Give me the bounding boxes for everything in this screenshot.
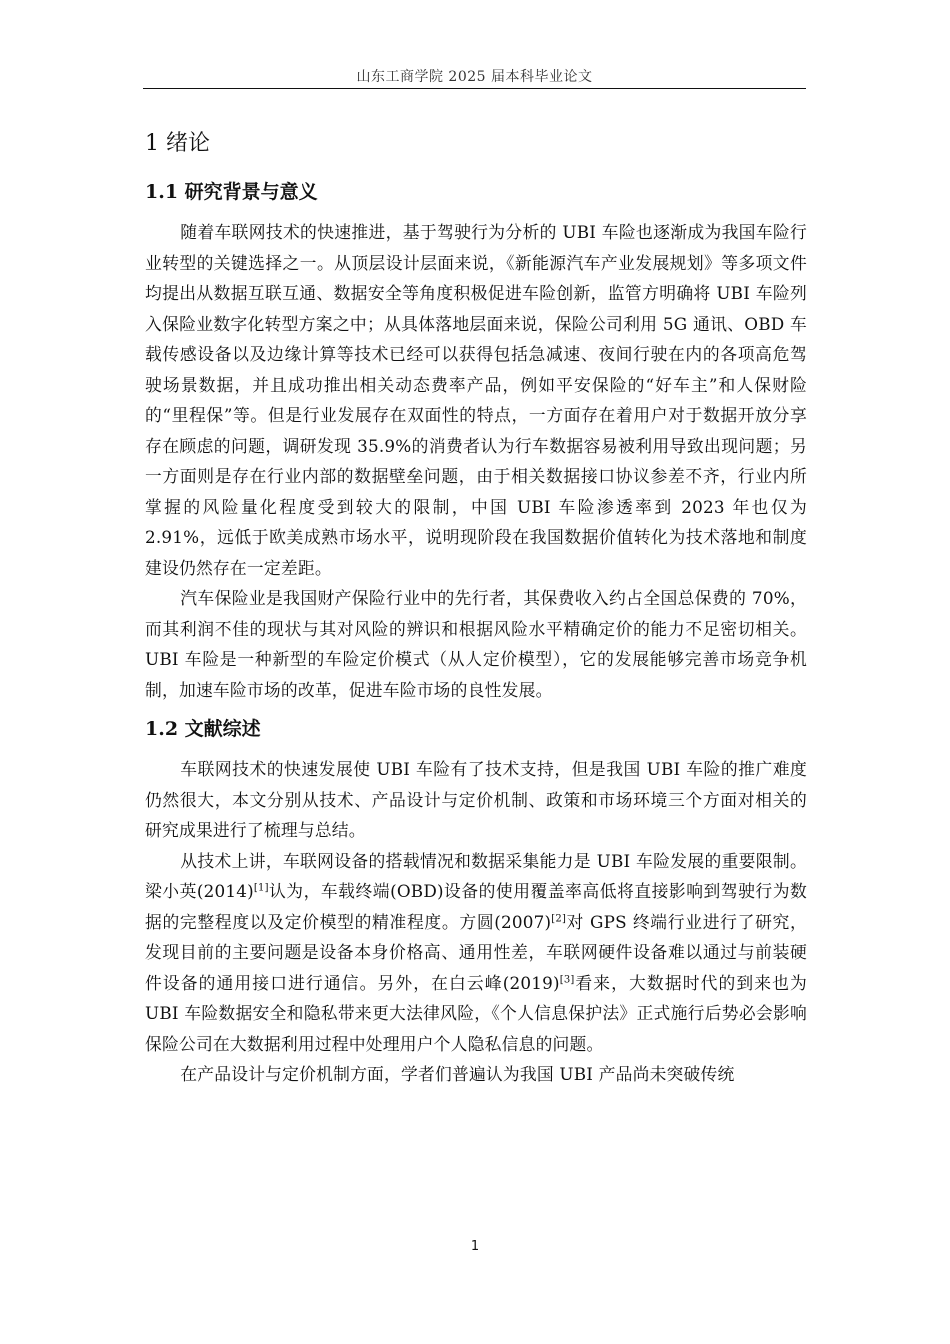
citation-ref: [3] <box>559 973 575 985</box>
paragraph: 随着车联网技术的快速推进，基于驾驶行为分析的 UBI 车险也逐渐成为我国车险行业转型的关键选择之一。从顶层设计层面来说，《新能源汽车产业发展规划》等多项文件均提出从数据互联互通、数据安全等角度积极促进车险创新，监管方明确将 UBI 车险列入保险业数字化转型方案之中；从具体落地层面来说，保险公司利用 5G 通讯、OBD 车载传感设备以及边缘计算等技术已经可以获得包括急减速、夜间行驶在内的各项高危驾驶场景数据，并且成功推出相关动态费率产品，例如平安保险的“好车主”和人保财险的“里程保”等。但是行业发展存在双面性的特点，一方面存在着用户对于数据开放分享存在顾虑的问题，调研发现 35.9%的消费者认为行车数据容易被利用导致出现问题；另一方面则是存在行业内部的数据壁垒问题，由于相关数据接口协议参差不齐，行业内所掌握的风险量化程度受到较大的限制，中国 UBI 车险渗透率到 2023 年也仅为 2.91%，远低于欧美成熟市场水平，说明现阶段在我国数据价值转化为技术落地和制度建设仍然存在一定差距。 <box>145 222 807 578</box>
chapter-title: 1 绪论 <box>145 131 210 156</box>
text-span: 对 GPS 终端行业进行了研究，发现目前的主要问题是设备本身价格高、通用性差，车联网硬件设备难以通过与前装硬件设备的通用接口进行通信。另外，在白云峰(2019) <box>145 911 807 993</box>
text-span: 从技术上讲，车联网设备的搭载情况和数据采集能力是 UBI 车险发展的重要限制。梁小英(2014) <box>145 850 807 901</box>
page-number: 1 <box>470 1239 480 1254</box>
citation-ref: [2] <box>551 912 567 924</box>
text-span: 认为，车载终端(OBD)设备的使用覆盖率高低将直接影响到驾驶行为数据的完整程度以及定价模型的精准程度。方圆(2007) <box>145 881 807 932</box>
header-rule <box>143 88 806 89</box>
section-title-1-1: 1.1 研究背景与意义 <box>145 181 318 203</box>
running-header: 山东工商学院 2025 届本科毕业论文 <box>356 69 593 85</box>
citation-ref: [1] <box>253 882 269 894</box>
paragraph-with-citations <box>145 846 807 1060</box>
page-body <box>145 126 807 1090</box>
paragraph: 在产品设计与定价机制方面，学者们普遍认为我国 UBI 产品尚未突破传统 <box>180 1064 735 1084</box>
paragraph: 车联网技术的快速发展使 UBI 车险有了技术支持，但是我国 UBI 车险的推广难度仍然很大，本文分别从技术、产品设计与定价机制、政策和市场环境三个方面对相关的研究成果进行了梳理与总结。 <box>145 759 807 840</box>
paragraph: 汽车保险业是我国财产保险行业中的先行者，其保费收入约占全国总保费的 70%，而其利润不佳的现状与其对风险的辨识和根据风险水平精确定价的能力不足密切相关。UBI 车险是一种新型的车险定价模式（从人定价模型），它的发展能够完善市场竞争机制，加速车险市场的改革，促进车险市场的良性发展。 <box>145 588 807 700</box>
section-title-1-2: 1.2 文献综述 <box>145 718 261 740</box>
text-span: 看来，大数据时代的到来也为 UBI 车险数据安全和隐私带来更大法律风险，《个人信息保护法》正式施行后势必会影响保险公司在大数据利用过程中处理用户个人隐私信息的问题。 <box>145 972 807 1054</box>
